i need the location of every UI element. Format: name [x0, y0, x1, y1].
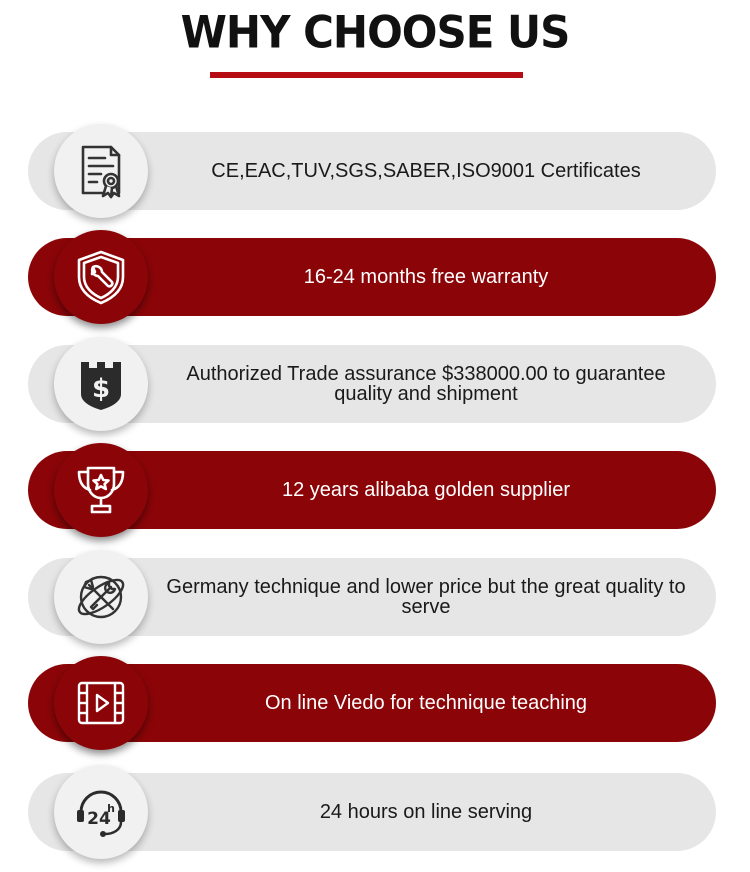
video-icon	[71, 673, 131, 733]
feature-row-warranty	[28, 238, 716, 316]
dollar-shield-icon	[71, 354, 131, 414]
icon-circle	[54, 765, 148, 859]
feature-row-certificates	[28, 132, 716, 210]
feature-text: CE,EAC,TUV,SGS,SABER,ISO9001 Certificates	[211, 160, 641, 182]
feature-row-technique	[28, 558, 716, 636]
svg-text:h: h	[107, 802, 115, 815]
svg-text:$: $	[91, 374, 111, 404]
feature-text: On line Viedo for technique teaching	[264, 692, 588, 714]
title-underline	[210, 72, 523, 78]
svg-text:24: 24	[87, 809, 111, 829]
page-title: WHY CHOOSE US	[180, 6, 570, 59]
icon-circle	[54, 230, 148, 324]
icon-circle	[54, 443, 148, 537]
feature-text: 12 years alibaba golden supplier	[282, 479, 570, 501]
trophy-icon	[71, 460, 131, 520]
feature-text: 16-24 months free warranty	[303, 266, 549, 288]
icon-circle	[54, 656, 148, 750]
icon-circle	[54, 124, 148, 218]
feature-row-video	[28, 664, 716, 742]
feature-text: 24 hours on line serving	[319, 801, 533, 823]
feature-row-trade-assurance	[28, 345, 716, 423]
tools-icon	[71, 567, 131, 627]
feature-text: Germany technique and lower price but the great quality to serve	[166, 576, 686, 618]
shield-wrench-icon	[71, 247, 131, 307]
feature-text: Authorized Trade assurance $338000.00 to guarantee quality and shipment	[186, 363, 666, 405]
feature-row-supplier	[28, 451, 716, 529]
icon-circle	[54, 337, 148, 431]
feature-row-24h	[28, 773, 716, 851]
24h-support-icon	[71, 782, 131, 842]
certificate-icon	[71, 141, 131, 201]
icon-circle	[54, 550, 148, 644]
